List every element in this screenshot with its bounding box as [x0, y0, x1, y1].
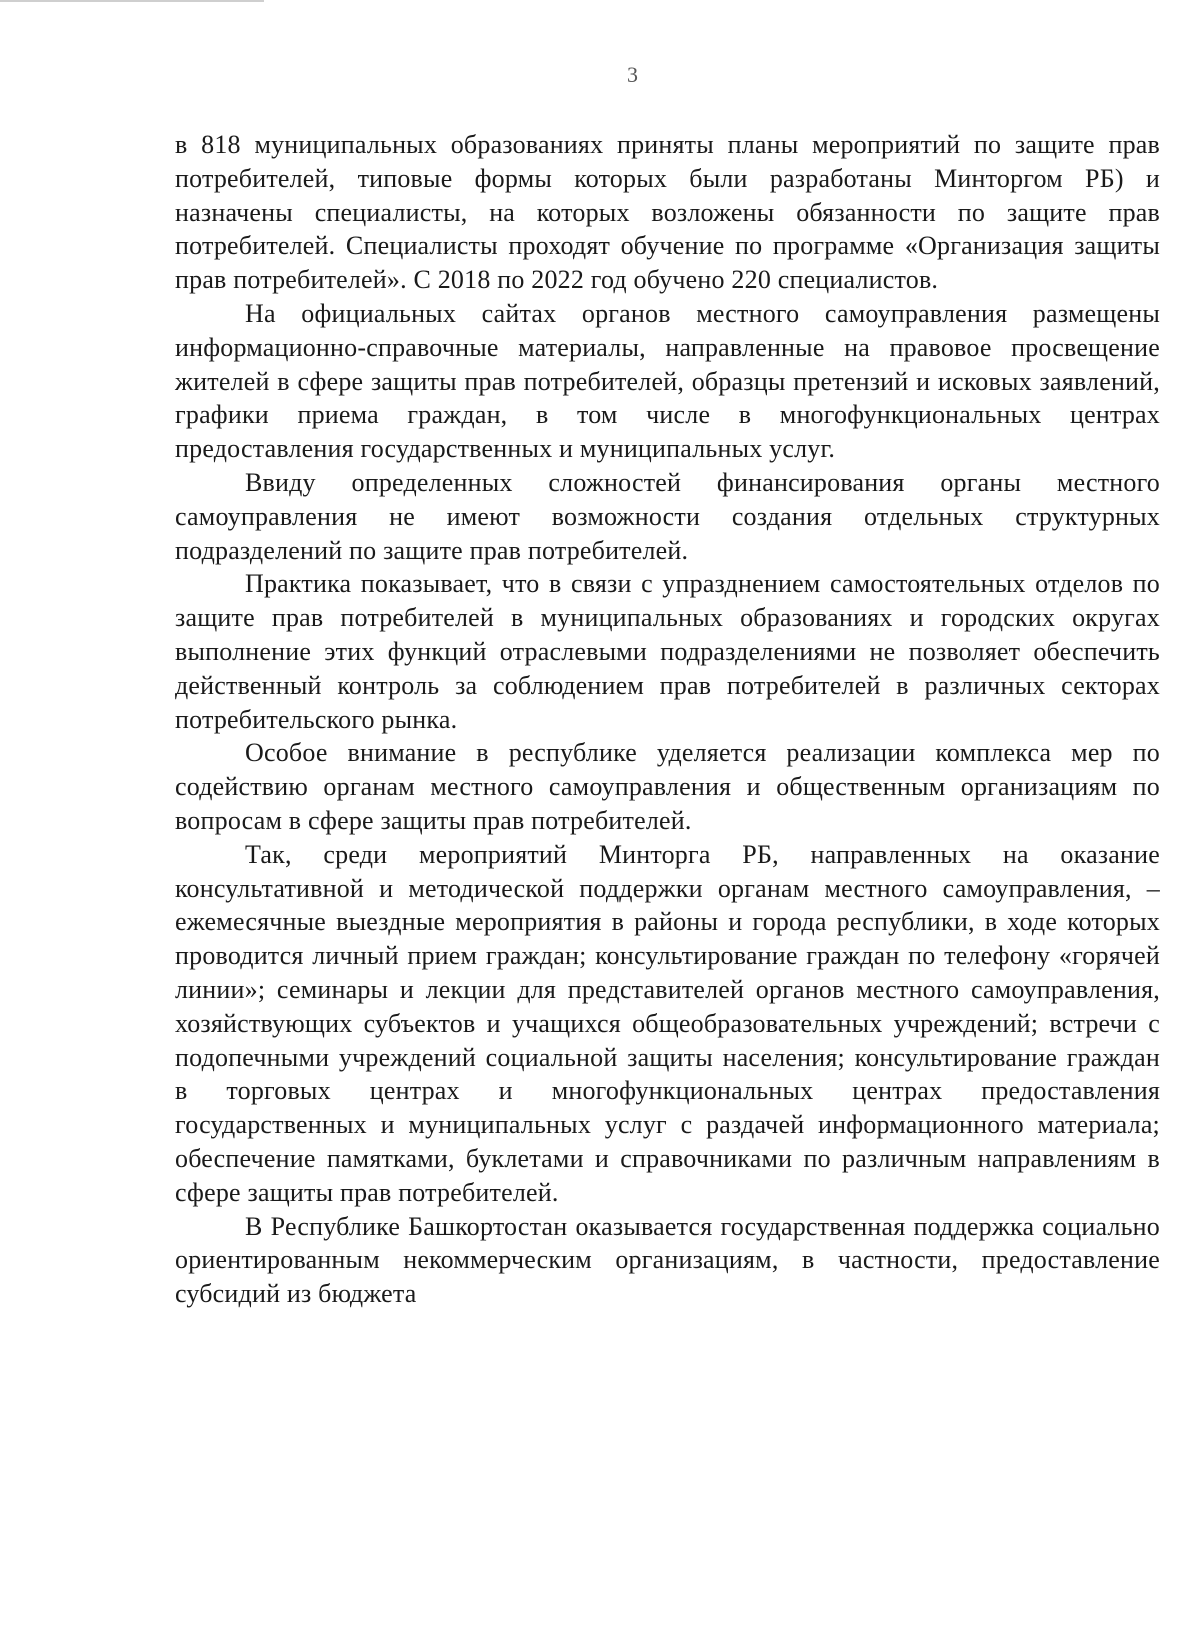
paragraph-financing-difficulties: Ввиду определенных сложностей финансирования органы местного самоуправления не имеют возможности создания отдельных структурных подразделений по защите прав потребителей. — [175, 467, 1160, 565]
paragraph-continuation: в 818 муниципальных образованиях приняты планы мероприятий по защите прав потребителей, типовые формы которых были разработаны Минторгом РБ) и назначены специалисты, на которых возложены обязанности по защите прав потребителей. Специалисты проходят обучение по программе «Организация защиты прав потребителей». С 2018 по 2022 год обучено 220 специалистов. — [175, 130, 1160, 295]
scan-edge-mark — [0, 0, 1200, 2]
page-number: 3 — [627, 62, 638, 87]
paragraph-practice-shows: Практика показывает, что в связи с упразднением самостоятельных отделов по защите прав потребителей в муниципальных образованиях и городских округах выполнение этих функций отраслевыми подразделениями не позволяет обеспечить действенный контроль за соблюдением прав потребителей в различных секторах потребительского рынка. — [175, 569, 1160, 734]
paragraph-special-attention: Особое внимание в республике уделяется реализации комплекса мер по содействию органам местного самоуправления и общественным организациям по вопросам в сфере защиты прав потребителей. — [175, 738, 1160, 835]
paragraph-mintorg-activities: Так, среди мероприятий Минторга РБ, направленных на оказание консультативной и методической поддержки органам местного самоуправления, – ежемесячные выездные мероприятия в районы и города республики, в ходе которых проводится личный прием граждан; консультирование граждан по телефону «горячей линии»; семинары и лекции для представителей органов местного самоуправления, хозяйствующих субъектов и учащихся общеобразовательных учреждений; встречи с подопечными учреждений социальной защиты населения; консультирование граждан в торговых центрах и многофункциональных центрах предоставления государственных и муниципальных услуг с раздачей информационного материала; обеспечение памятками, буклетами и справочниками по различным направлениям в сфере защиты прав потребителей. — [175, 839, 1160, 1207]
paragraph-state-support: В Республике Башкортостан оказывается государственная поддержка социально ориентированным некоммерческим организациям, в частности, предоставление субсидий из бюджета — [175, 1211, 1160, 1309]
paragraph-official-websites: На официальных сайтах органов местного самоуправления размещены информационно-справочные материалы, направленные на правовое просвещение жителей в сфере защиты прав потребителей, образцы претензий и исковых заявлений, графики приема граждан, в том числе в многофункциональных центрах предоставления государственных и муниципальных услуг. — [175, 298, 1160, 464]
document-body — [175, 128, 1160, 1311]
